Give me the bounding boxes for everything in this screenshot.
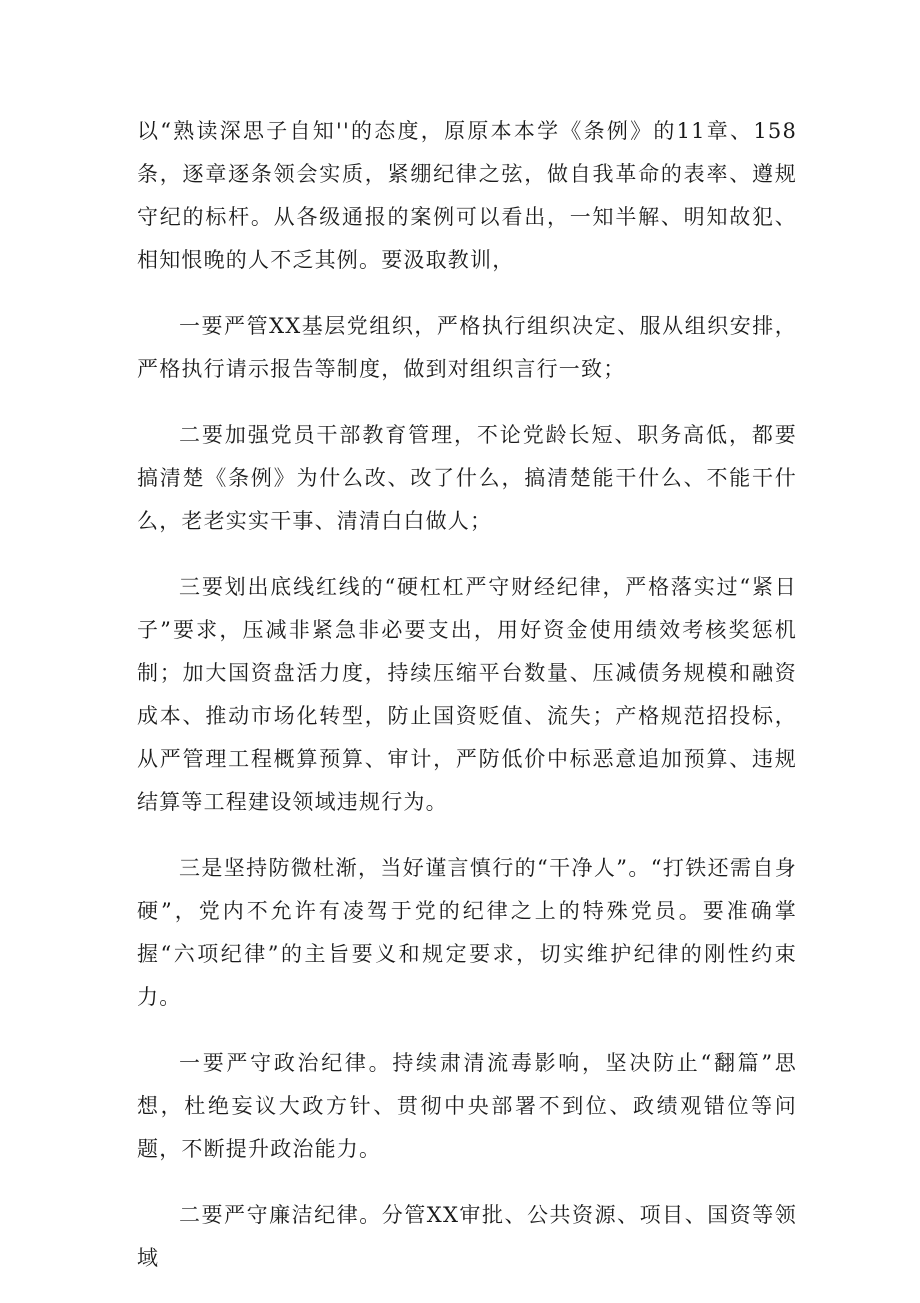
paragraph-financial-discipline: 三要划出底线红线的“硬杠杠严守财经纪律，严格落实过“紧日子”要求，压减非紧急非必要支出，用好资金使用绩效考核奖惩机制；加大国资盘活力度，持续压缩平台数量、压减债务规模和融资成本、推动市场化转型，防止国资贬值、流失；产格规范招投标，从严管理工程概算预算、审计，严防低价中标恶意追加预算、违规结算等工程建设领域违规行为。 [137,575,797,814]
paragraph-grassroots-organization: 一要严管XX基层党组织，严格执行组织决定、服从组织安排，严格执行请示报告等制度，做到对组织言行一致； [137,314,797,381]
paragraph-study-regulations: 以“熟读深思子自知''的态度，原原本本学《条例》的11章、158条，逐章逐条领会实质，紧绷纪律之弦，做自我革命的表率、遵规守纪的标杆。从各级通报的案例可以看出，一知半解、明知故犯、相知恨晚的人不乏其例。要汲取教训， [137,119,797,272]
paragraph-integrity-discipline: 二要严守廉洁纪律。分管XX审批、公共资源、项目、国资等领域 [137,1203,797,1270]
paragraph-prevent-small-issues: 三是坚持防微杜渐，当好谨言慎行的“干净人”。“打铁还需自身硬”，党内不允许有凌驾于党的纪律之上的特殊党员。要准确掌握“六项纪律”的主旨要义和规定要求，切实维护纪律的刚性约束力。 [137,856,797,1009]
paragraph-political-discipline: 一要严守政治纪律。持续肃清流毒影响，坚决防止“翻篇”思想，杜绝妄议大政方针、贯彻中央部署不到位、政绩观错位等问题，不断提升政治能力。 [137,1051,797,1161]
paragraph-cadre-education: 二要加强党员干部教育管理，不论党龄长短、职务高低，都要搞清楚《条例》为什么改、改了什么，搞清楚能干什么、不能干什么，老老实实干事、清清白白做人； [137,423,797,533]
document-body [137,110,797,1303]
